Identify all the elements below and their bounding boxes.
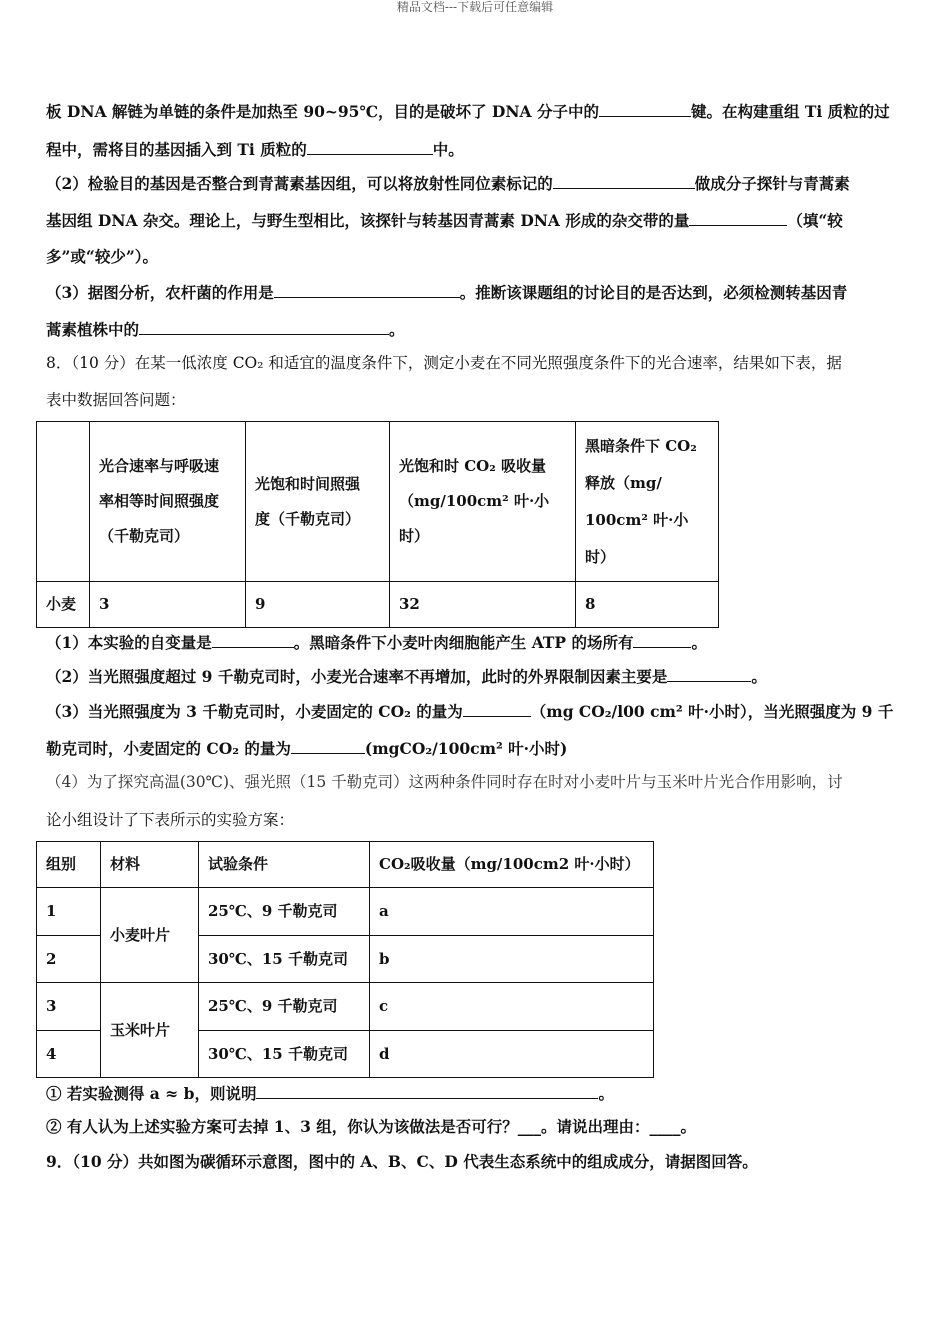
question-8-2: （2）当光照强度超过 9 千勒克司时，小麦光合速率不再增加，此时的外界限制因素主要是 。 [46, 667, 767, 686]
text-line: 程中，需将目的基因插入到 Ti 质粒的 中。 [46, 140, 464, 159]
table2-condition: 30℃、15 千勒克司 [199, 936, 370, 983]
table2-group: 3 [37, 983, 101, 1031]
result-1: ① 若实验测得 a ≈ b，则说明 。 [46, 1084, 614, 1103]
text-line: （3）据图分析，农杆菌的作用是 。推断该课题组的讨论目的是否达到，必须检测转基因青 [46, 283, 848, 302]
answer-blank [633, 631, 691, 648]
answer-blank [291, 737, 365, 754]
table2-header: 材料 [101, 842, 199, 888]
data-table-2 [36, 841, 654, 1078]
table2-group: 4 [37, 1031, 101, 1078]
table2-value: c [370, 983, 654, 1031]
table2-value: d [370, 1031, 654, 1078]
answer-blank [139, 318, 389, 335]
answer-blank [463, 700, 531, 717]
text-line: 多”或“较少”）。 [46, 247, 158, 266]
answer-blank [667, 665, 751, 682]
question-8-stem: 8．（10 分）在某一低浓度 CO₂ 和适宜的温度条件下，测定小麦在不同光照强度条件下的光合速率，结果如下表，据 [46, 354, 842, 372]
text-line: 蒿素植株中的 。 [46, 320, 405, 339]
answer-blank [212, 631, 294, 648]
question-8-4: （4）为了探究高温(30℃)、强光照（15 千勒克司）这两种条件同时存在时对小麦叶片与玉米叶片光合作用影响，讨 [46, 773, 843, 791]
text-line: （2）检验目的基因是否整合到青蒿素基因组，可以将放射性同位素标记的 做成分子探针与青蒿素 [46, 174, 850, 193]
answer-blank [274, 281, 460, 298]
table2-condition: 25℃、9 千勒克司 [199, 983, 370, 1031]
answer-blank [599, 100, 691, 117]
answer-blank [689, 209, 787, 226]
table1-empty-cell [37, 422, 90, 582]
data-table-1 [36, 421, 719, 628]
table2-material: 小麦叶片 [101, 888, 199, 983]
table2-header: CO₂吸收量（mg/100cm2 叶·小时） [370, 842, 654, 888]
table2-group: 1 [37, 888, 101, 936]
table1-header: 光饱和时间照强 度（千勒克司） [246, 422, 390, 582]
table2-value: a [370, 888, 654, 936]
table2-condition: 30℃、15 千勒克司 [199, 1031, 370, 1078]
table1-cell: 32 [390, 582, 576, 628]
table2-group: 2 [37, 936, 101, 983]
text-line: 基因组 DNA 杂交。理论上，与野生型相比，该探针与转基因青蒿素 DNA 形成的杂交带的量 （填“较 [46, 211, 843, 230]
table1-header: 光合速率与呼吸速 率相等时间照强度 （千勒克司） [90, 422, 246, 582]
answer-blank [553, 172, 695, 189]
table2-header: 组别 [37, 842, 101, 888]
question-9-stem: 9．（10 分）共如图为碳循环示意图，图中的 A、B、C、D 代表生态系统中的组成成分，请据图回答。 [46, 1152, 758, 1171]
page-header: 精品文档---下载后可任意编辑 [396, 0, 554, 14]
table1-cell: 9 [246, 582, 390, 628]
question-8-stem-cont: 表中数据回答问题： [46, 391, 186, 409]
question-8-1: （1）本实验的自变量是 。黑暗条件下小麦叶肉细胞能产生 ATP 的场所有 。 [46, 633, 707, 652]
question-8-3-cont: 勒克司时，小麦固定的 CO₂ 的量为 (mgCO₂/100cm² 叶·小时) [46, 739, 568, 758]
text-line: 板 DNA 解链为单链的条件是加热至 90~95℃，目的是破坏了 DNA 分子中的 键。在构建重组 Ti 质粒的过 [46, 102, 890, 121]
table2-value: b [370, 936, 654, 983]
table1-row-label: 小麦 [37, 582, 90, 628]
table1-cell: 8 [576, 582, 719, 628]
result-2: ② 有人认为上述实验方案可去掉 1、3 组，你认为该做法是否可行？___。请说出理由：____。 [46, 1117, 697, 1136]
table1-cell: 3 [90, 582, 246, 628]
answer-blank [307, 138, 433, 155]
table2-condition: 25℃、9 千勒克司 [199, 888, 370, 936]
table1-header: 黑暗条件下 CO₂ 释放（mg/ 100cm² 叶·小 时） [576, 422, 719, 582]
table2-material: 玉米叶片 [101, 983, 199, 1078]
table1-header: 光饱和时 CO₂ 吸收量 （mg/100cm² 叶·小 时） [390, 422, 576, 582]
question-8-3: （3）当光照强度为 3 千勒克司时，小麦固定的 CO₂ 的量为 （mg CO₂/l00 cm² 叶·小时），当光照强度为 9 千 [46, 702, 894, 721]
table2-header: 试验条件 [199, 842, 370, 888]
answer-blank [256, 1082, 598, 1099]
question-8-4-cont: 论小组设计了下表所示的实验方案： [46, 811, 295, 829]
